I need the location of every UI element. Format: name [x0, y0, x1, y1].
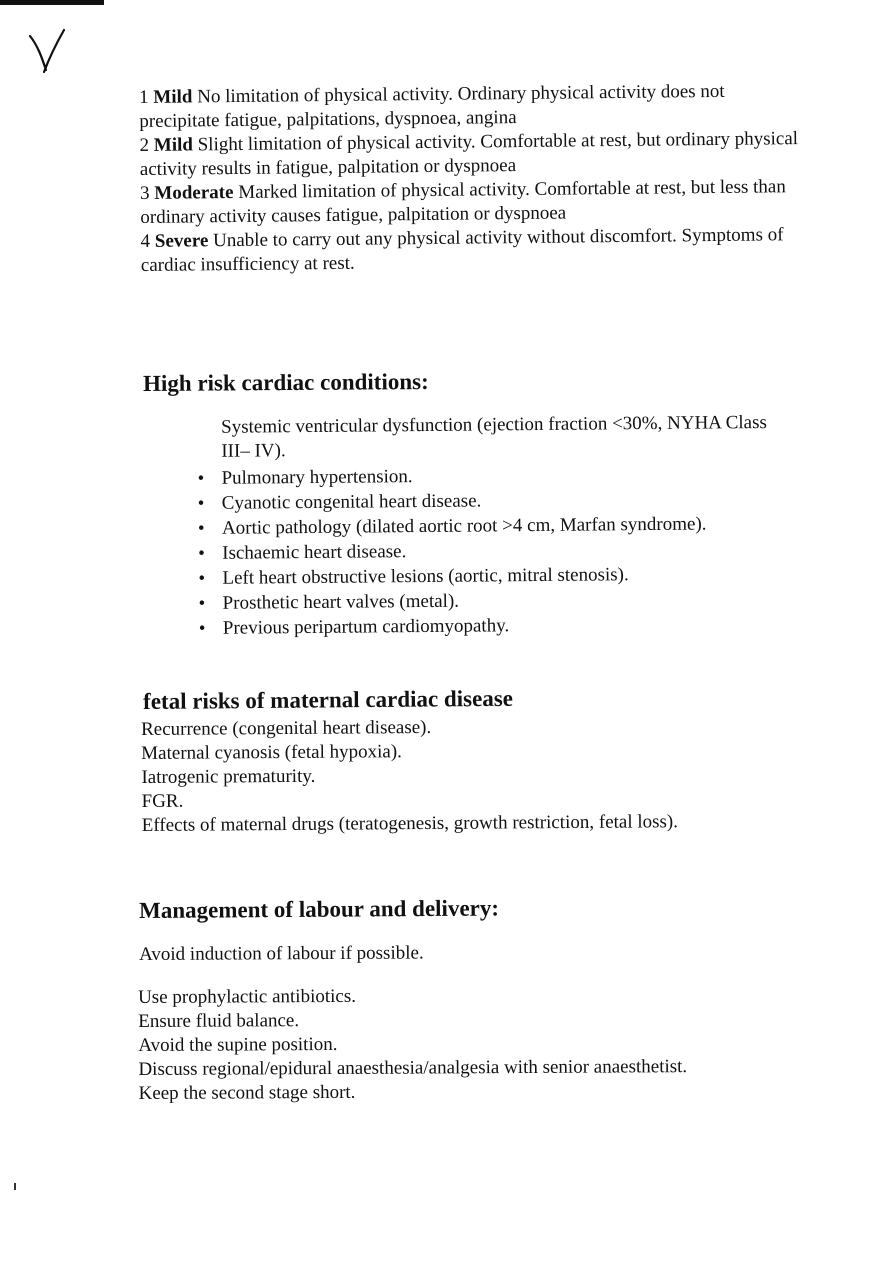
fetal-risk-item: FGR.: [141, 790, 184, 812]
high-risk-item-text: Left heart obstructive lesions (aortic, mitral stenosis).: [222, 564, 629, 589]
nyha-class-2: [140, 127, 800, 182]
management-list: [138, 983, 779, 1106]
class-severity: Mild: [153, 86, 193, 108]
bullet-icon: •: [197, 492, 205, 514]
top-edge-bar: [0, 0, 104, 5]
bullet-icon: •: [197, 517, 205, 539]
fetal-risk-item: Effects of maternal drugs (teratogenesis, growth restriction, fetal loss).: [141, 811, 679, 836]
management-item: Avoid the supine position.: [138, 1033, 338, 1056]
management-item: Discuss regional/epidural anaesthesia/analgesia with senior anaesthetist.: [138, 1056, 688, 1080]
high-risk-item-text: Prosthetic heart valves (metal).: [222, 590, 460, 614]
class-description: Marked limitation of physical activity. Comfortable at rest, but less than ordinary activity causes fatigue, palpitation or dyspnoea: [140, 176, 786, 228]
bullet-icon: •: [198, 617, 206, 639]
class-severity: Severe: [154, 230, 209, 252]
nyha-class-3: [140, 175, 800, 230]
fetal-risk-item: Iatrogenic prematurity.: [141, 765, 316, 788]
management-item: Avoid induction of labour if possible.: [139, 942, 424, 965]
high-risk-item-text: Cyanotic congenital heart disease.: [221, 490, 482, 514]
class-number: 4: [140, 230, 151, 252]
fetal-risk-item: Recurrence (congenital heart disease).: [141, 716, 432, 740]
bullet-icon: •: [197, 467, 205, 489]
class-description: Unable to carry out any physical activity without discomfort. Symptoms of cardiac insufficiency at rest.: [140, 224, 784, 276]
class-description: Slight limitation of physical activity. Comfortable at rest, but ordinary physical activity results in fatigue, palpitation or dyspnoea: [139, 128, 799, 180]
high-risk-item-text: Aortic pathology (dilated aortic root >4 cm, Marfan syndrome).: [221, 513, 707, 539]
management-item: Use prophylactic antibiotics.: [138, 985, 357, 1008]
handwritten-x-mark: [22, 26, 72, 76]
management-heading: Management of labour and delivery:: [139, 895, 500, 923]
bullet-icon: •: [198, 567, 206, 589]
high-risk-intro: Systemic ventricular dysfunction (ejection fraction <30%, NYHA Class III– IV).: [221, 412, 767, 462]
class-number: 3: [140, 182, 150, 204]
management-first-point: [139, 940, 779, 967]
nyha-class-4: [141, 223, 801, 278]
high-risk-item: [197, 611, 797, 641]
class-severity: Mild: [153, 134, 194, 156]
scan-speck: [14, 1183, 16, 1190]
nyha-class-1: [139, 79, 799, 134]
high-risk-heading: High risk cardiac conditions:: [143, 369, 429, 396]
management-item: Ensure fluid balance.: [138, 1010, 300, 1032]
class-number: 1: [139, 86, 149, 108]
management-item: Keep the second stage short.: [138, 1081, 356, 1104]
fetal-risks-heading: fetal risks of maternal cardiac disease: [143, 685, 514, 714]
fetal-risk-item: Maternal cyanosis (fetal hypoxia).: [141, 741, 402, 764]
class-severity: Moderate: [154, 182, 234, 204]
bullet-icon: •: [198, 542, 205, 564]
high-risk-list: [195, 411, 797, 641]
class-number: 2: [139, 134, 150, 156]
fetal-risks-list: [141, 714, 782, 838]
high-risk-item-text: Ischaemic heart disease.: [222, 541, 407, 564]
nyha-classification: [139, 79, 801, 278]
bullet-icon: •: [198, 592, 206, 614]
high-risk-item-text: Previous peripartum cardiomyopathy.: [222, 615, 510, 639]
high-risk-item-text: Pulmonary hypertension.: [221, 466, 413, 489]
class-description: No limitation of physical activity. Ordinary physical activity does not precipitate fatigue, palpitations, dyspnoea, angina: [139, 80, 725, 132]
